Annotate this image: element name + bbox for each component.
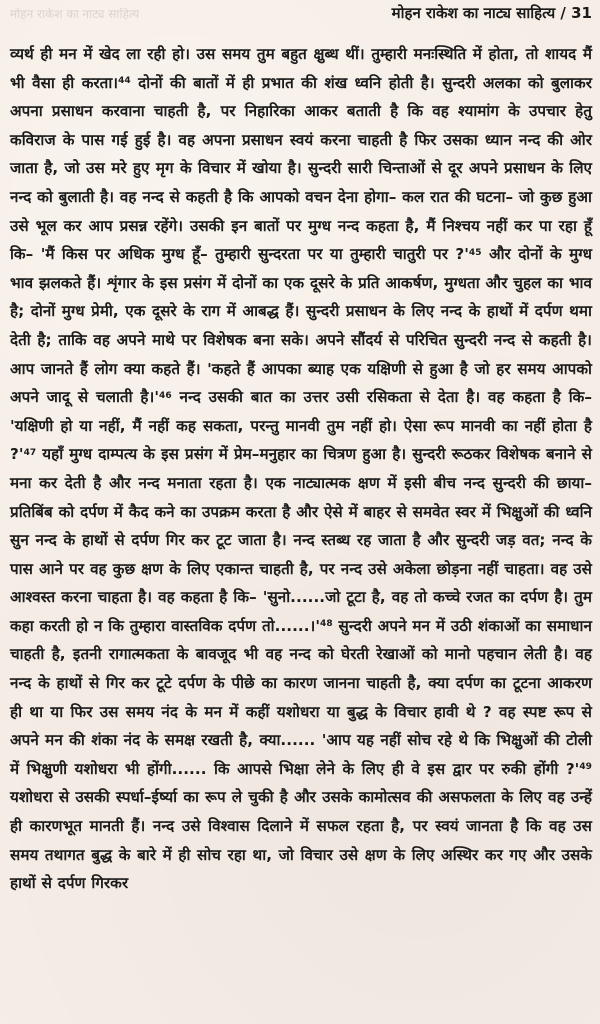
bleed-through-header: मोहन राकेश का नाट्य साहित्य <box>10 8 140 20</box>
text-segment-7: यशोधरा से उसकी स्पर्धा–ईर्ष्या का रूप ले चुकी है और उसके कामोत्सव की असफलता के लिए वह उन्हें ही कारणभूत मानती हैं। नन्द उसे विश्वास दिलाने में सफल रहता है, पर स्वयं जानता है कि वह उस समय तथागत बुद्ध के बारे में ही सोच रहा था, जो विचार उसे क्षण के लिए अस्थिर कर गए और उसके हाथों से दर्पण गिरकर <box>10 788 592 893</box>
text-segment-3: और दोनों के मुग्ध भाव झलकते हैं। शृंगार के इस प्रसंग में दोनों का एक दूसरे के प्रति आकर्षण, मुग्धता और चुहल का भाव है; दोनों मुग्ध प्रेमी, एक दूसरे के राग में आबद्ध हैं। सुन्दरी प्रसाधन के लिए नन्द के हाथों में दर्पण थमा देती है; ताकि वह अपने माथे पर विशेषक बना सके। अपने सौंदर्य से परिचित सुन्दरी नन्द से कहती है। आप जानते हैं लोग क्या कहते हैं। 'कहते हैं आपका ब्याह एक यक्षिणी से हुआ है जो हर समय आपको अपने जादू से चलाती है।' <box>10 245 593 407</box>
footnote-ref-49: 49 <box>579 762 592 773</box>
running-title: मोहन राकेश का नाट्य साहित्य <box>391 4 556 22</box>
text-segment-6: सुन्दरी अपने मन में उठी शंकाओं का समाधान चाहती है, इतनी रागात्मकता के बावजूद भी वह नन्द को घेरती रेखाओं को मानो पहचान लेती है। वह नन्द के हाथों से गिर कर टूटे दर्पण के पीछे का कारण जानना चाहती है, क्या दर्पण का टूटना आकरण ही था या फिर उस समय नंद के मन में कहीं यशोधरा या बुद्ध के विचार हावी थे ? वह स्पष्ट रूप से अपने मन की शंका नंद के समक्ष रखती है, क्या...... 'आप यह नहीं सोच रहे थे कि भिक्षुओं की टोली में भिक्षुणी यशोधरा भी होंगी...... कि आपसे भिक्षा लेने के लिए ही वे इस द्वार पर रुकी होंगी ?' <box>10 616 592 778</box>
footnote-ref-47: 47 <box>23 447 37 458</box>
text-segment-5: यहाँ मुग्ध दाम्पत्य के इस प्रसंग में प्रेम–मनुहार का चित्रण हुआ है। सुन्दरी रूठकर विशेषक बनाने से मना कर देती है और नन्द मनाता रहता है। एक नाट्यात्मक क्षण में इसी बीच नन्द सुन्दरी की छाया–प्रतिबिंब को दर्पण में कैद कने का उपक्रम करता है और ऐसे में बाहर से समवेत स्वर में भिक्षुओं की ध्वनि सुन नन्द के हाथों से दर्पण गिर कर टूट जाता है। नन्द स्तब्ध रह जाता है और सुन्दरी जड़ वत; नन्द के पास आने पर वह कुछ क्षण के लिए एकान्त चाहती है, पर नन्द उसे अकेला छोड़ना नहीं चाहता। वह उसे आश्वस्त करना चाहता है। वह कहता है कि– 'सुनो......जो टूटा है, वह तो कच्चे रजत का दर्पण है। तुम कहा करती हो न कि तुम्हारा वास्तविक दर्पण तो......।' <box>10 445 592 635</box>
text-segment-1: व्यर्थ ही मन में खेद ला रही हो। उस समय तुम बहुत क्षुब्ध थीं। तुम्हारी मनःस्थिति में होता, तो शायद मैं भी वैसा ही करता। <box>10 45 592 92</box>
text-segment-2: दोनों की बातों में ही प्रभात की शंख ध्वनि होती है। सुन्दरी अलका को बुलाकर अपना प्रसाधन करवाना चाहती है, पर निहारिका आकर बताती है कि वह श्यामांग के उपचार हेतु कविराज के पास गई हुई है। वह अपना प्रसाधन स्वयं करना चाहती है फिर उसका ध्यान नन्द की ओर जाता है, जो उस मरे हुए मृग के विचार में खोया है। सुन्दरी सारी चिन्ताओं से दूर अपने प्रसाधन के लिए नन्द को बुलाती है। वह नन्द से कहती है कि आपको वचन देना होगा– कल रात की घटना– जो कुछ हुआ उसे भूल कर आप प्रसन्न रहेंगे। उसकी इन बातों पर मुग्ध नन्द कहता है, मैं निश्चय नहीं कर पा रहा हूँ कि– 'मैं किस पर अधिक मुग्ध हूँ– तुम्हारी सुन्दरता पर या तुम्हारी चातुरी पर ?' <box>10 73 593 264</box>
page-number: 31 <box>571 4 592 22</box>
footnote-ref-44: 44 <box>118 76 131 87</box>
footnote-ref-45: 45 <box>468 247 482 258</box>
footnote-ref-48: 48 <box>320 619 333 630</box>
running-header: मोहन राकेश का नाट्य साहित्य / 31 <box>391 4 592 22</box>
page-header <box>10 6 592 40</box>
body-paragraph <box>10 40 592 898</box>
footnote-ref-46: 46 <box>159 390 172 401</box>
text-segment-4: नन्द उसकी बात का उत्तर उसी रसिकता से देता है। वह कहता है कि– 'यक्षिणी हो या नहीं, मैं नहीं कह सकता, परन्तु मानवी तुम नहीं हो। ऐसा रूप मानवी का नहीं होता है ?' <box>10 388 593 464</box>
